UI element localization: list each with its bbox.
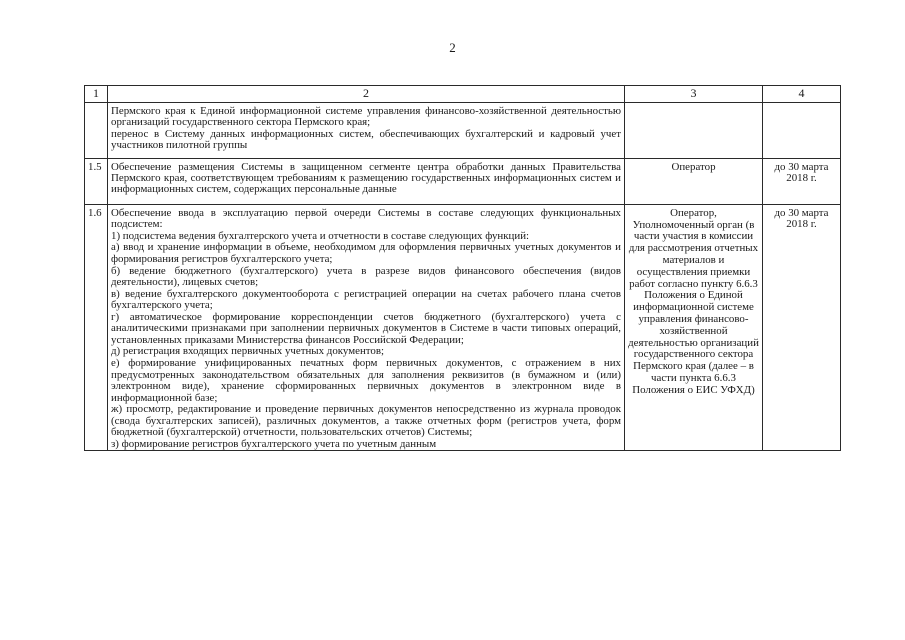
row-content — [108, 158, 625, 204]
row-number: 1.6 — [85, 204, 108, 450]
table-row — [85, 103, 841, 159]
plan-table — [84, 85, 841, 451]
row-deadline: до 30 марта 2018 г. — [763, 158, 841, 204]
row-number — [85, 103, 108, 159]
content-paragraph: Обеспечение размещения Системы в защищенном сегменте центра обработки данных Правительства Пермского края, соответствующем требованиям к размещению государственных информационных систем и информационных систем, содержащих персональные данные — [111, 160, 621, 196]
row-content — [108, 103, 625, 159]
row-number: 1.5 — [85, 158, 108, 204]
header-cell-2: 2 — [108, 86, 625, 103]
content-paragraph: в) ведение бухгалтерского документооборота с регистрацией операции на счетах рабочего плана счетов бухгалтерского учета; — [111, 287, 621, 312]
content-paragraph: перенос в Систему данных информационных систем, обеспечивающих бухгалтерский и кадровый учет участников пилотной группы — [111, 127, 621, 152]
page-number: 2 — [449, 40, 456, 55]
content-paragraph: б) ведение бюджетного (бухгалтерского) учета в разрезе видов финансового обеспечения (видов деятельности), лицевых счетов; — [111, 264, 621, 289]
content-paragraph: ж) просмотр, редактирование и проведение первичных документов непосредственно из журнала проводок (свода бухгалтерских записей), различных документов, а также отчетных форм (регистров учета, форм бюджетной (бухгалтерской) отчетности, пользовательских отчетов) Системы; — [111, 403, 621, 439]
row-deadline: до 30 марта 2018 г. — [763, 204, 841, 450]
row-content — [108, 204, 625, 450]
row-executor: Оператор, Уполномоченный орган (в части участия в комиссии для рассмотрения отчетных материалов и осуществления приемки работ согласно пункту 6.6.3 Положения о Единой информационной системе управления финансово-хозяйственной деятельностью организаций государственного сектора Пермского края (далее – в части пункта 6.6.3 Положения о ЕИС УФХД) — [625, 204, 763, 450]
content-paragraph: г) автоматическое формирование корреспонденции счетов бюджетного (бухгалтерского) учета с аналитическими признаками при заполнении первичных документов в Системе в части типовых операций, установленных приказами Министерства финансов Российской Федерации; — [111, 310, 621, 346]
header-cell-4: 4 — [763, 86, 841, 103]
row-executor — [625, 103, 763, 159]
content-paragraph: Обеспечение ввода в эксплуатацию первой очереди Системы в составе следующих функциональных подсистем: — [111, 206, 621, 231]
row-executor: Оператор — [625, 158, 763, 204]
content-paragraph: 1) подсистема ведения бухгалтерского учета и отчетности в составе следующих функций: — [111, 229, 530, 242]
content-paragraph: Пермского края к Единой информационной системе управления финансово-хозяйственной деятельностью организаций государственного сектора Пермского края; — [111, 105, 621, 129]
content-paragraph: е) формирование унифицированных печатных форм первичных документов, с отражением в них предусмотренных законодательством обязательных для заполнения реквизитов (в бумажном и (или) электронном виде), хранение сформированных первичных документов в электронном виде в информационной базе; — [111, 356, 621, 404]
table-header-row — [85, 86, 841, 103]
header-cell-3: 3 — [625, 86, 763, 103]
header-cell-1: 1 — [85, 86, 108, 103]
table-row — [85, 204, 841, 450]
content-paragraph: д) регистрация входящих первичных учетных документов; — [111, 345, 384, 358]
table-row — [85, 158, 841, 204]
content-paragraph: а) ввод и хранение информации в объеме, необходимом для оформления первичных учетных документов и формирования регистров бухгалтерского учета; — [111, 241, 621, 266]
content-paragraph: з) формирование регистров бухгалтерского учета по учетным данным — [111, 437, 437, 450]
row-deadline — [763, 103, 841, 159]
